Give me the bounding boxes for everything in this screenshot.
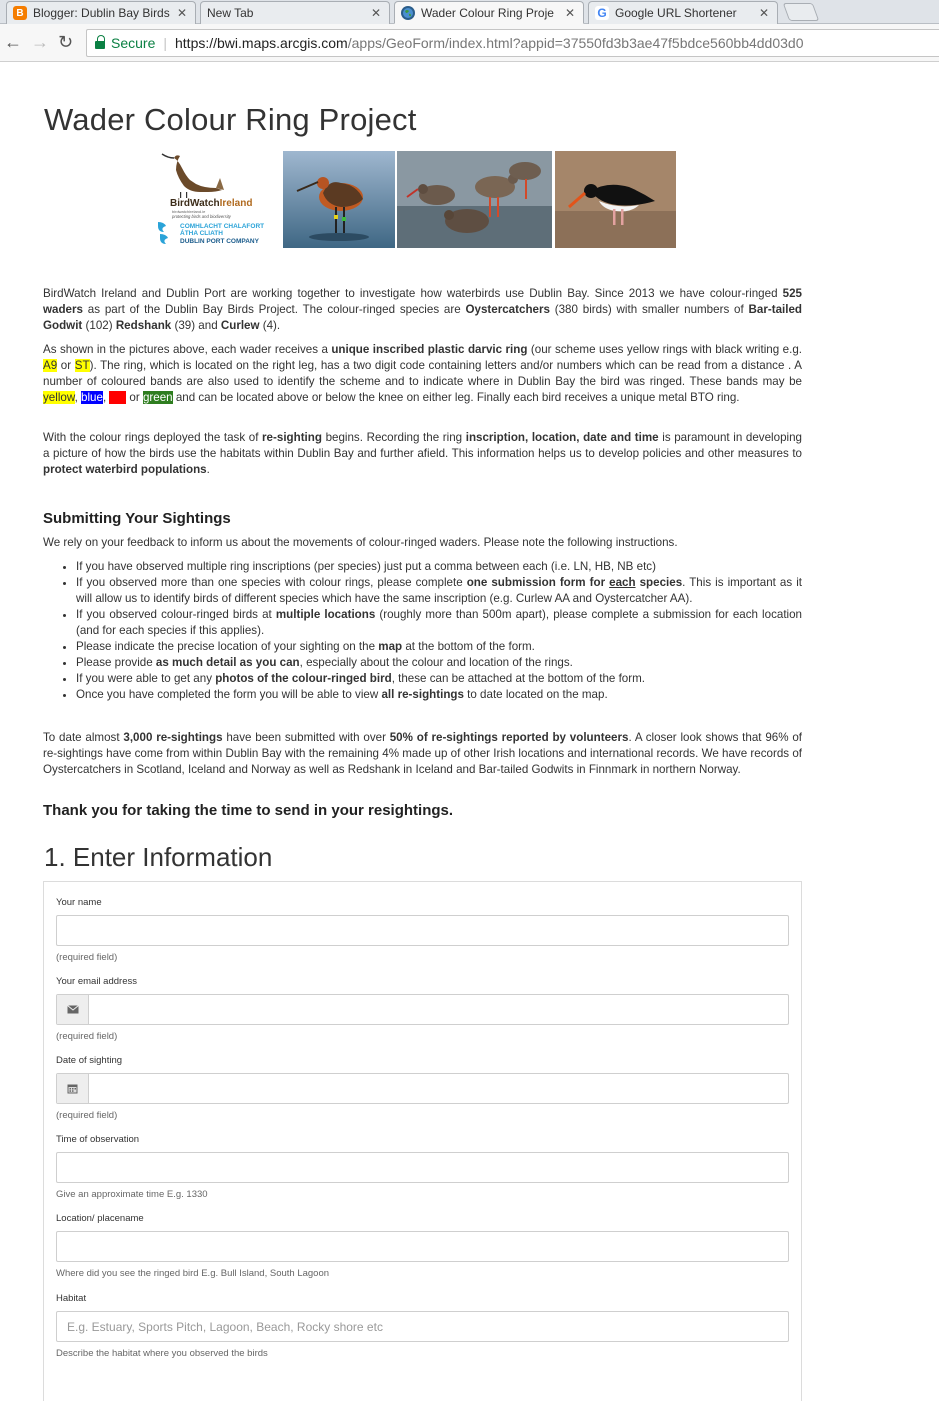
envelope-icon (57, 995, 89, 1024)
time-help: Give an approximate time E.g. 1330 (56, 1189, 208, 1200)
step-heading: 1. Enter Information (44, 842, 273, 872)
submitting-heading: Submitting Your Sightings (43, 510, 231, 527)
date-input[interactable] (56, 1073, 789, 1104)
name-input[interactable] (56, 915, 789, 946)
list-item: • If you observed more than one species with colour rings, please complete one submission form for each species. This is important as it will allow us to identify birds of different species which have the same inscription (e.g. Curlew AA and Oystercatcher AA). (76, 575, 802, 607)
date-help: (required field) (56, 1110, 118, 1121)
instructions-list (43, 559, 802, 703)
back-arrow-icon[interactable]: ← (4, 32, 22, 52)
forward-arrow-icon[interactable]: → (31, 32, 49, 52)
ring-example-a9: A9 (43, 359, 58, 372)
intro-paragraph-1: BirdWatch Ireland and Dublin Port are working together to investigate how waterbirds use Dublin Bay. Since 2013 we have colour-ringed 525 waders as part of the Dublin Bay Birds Project. The colour-ringed species are Oystercatchers (380 birds) with smaller numbers of Bar-tailed Godwit (102) Redshank (39) and Curlew (4). (43, 287, 802, 332)
band-yellow: yellow (43, 391, 75, 404)
page-title: Wader Colour Ring Project (44, 102, 417, 137)
location-help: Where did you see the ringed bird E.g. Bull Island, South Lagoon (56, 1268, 330, 1279)
time-field-group (56, 1134, 789, 1200)
logo-tagline: birdwatchireland.ie (172, 209, 206, 214)
tab-new-tab[interactable] (200, 1, 390, 24)
port-logo-text: COMHLACHT CHALAFORT (180, 223, 265, 230)
tab-title: Blogger: Dublin Bay Birds (33, 6, 170, 20)
globe-icon (401, 6, 415, 20)
list-item: • If you observed colour-ringed birds at multiple locations (roughly more than 500m apart), please complete a submission for each location (and for each species if this applies). (76, 607, 802, 639)
new-tab-button[interactable] (783, 3, 820, 21)
list-item: • If you have observed multiple ring inscriptions (per species) just put a comma between each (i.e. LN, HB, NB etc) (76, 559, 802, 575)
port-logo-text: DUBLIN PORT COMPANY (180, 238, 259, 245)
location-input[interactable] (56, 1231, 789, 1262)
tab-title: Google URL Shortener (615, 6, 737, 20)
habitat-label: Habitat (56, 1293, 87, 1304)
tab-google-url-shortener[interactable] (588, 1, 778, 24)
url-input[interactable]: Secure | https://bwi.maps.arcgis.com /apps/GeoForm/index.html?appid=37550fd3b3ae47f5bdce560bb4dd03d0 (86, 29, 939, 57)
email-label: Your email address (56, 976, 137, 987)
date-field-group (56, 1055, 789, 1121)
address-bar (0, 24, 939, 62)
list-item: • If you were able to get any photos of the colour-ringed bird, these can be attached at the bottom of the form. (76, 671, 802, 687)
enter-information-form (43, 881, 802, 1401)
url-path: /apps/GeoForm/index.html?appid=37550fd3b3ae47f5bdce560bb4dd03d0 (347, 35, 804, 51)
close-icon[interactable]: ✕ (759, 6, 770, 20)
name-label: Your name (56, 897, 102, 908)
name-field-group (56, 897, 789, 963)
name-help: (required field) (56, 952, 118, 963)
stats-paragraph: To date almost 3,000 re-sightings have been submitted with over 50% of re-sightings reported by volunteers. A closer look shows that 96% of re-sightings have come from within Dublin Bay with the remaining 4% made up of other Irish locations and international records. We have records of Oystercatchers in Scotland, Iceland and Norway as well as Redshank in Iceland and Bar-tailed Godwits in Finnmark in northern Norway. (43, 731, 802, 776)
email-field-group (56, 976, 789, 1042)
logo-tagline: protecting birds and biodiversity (172, 214, 231, 219)
google-icon: G (595, 6, 609, 20)
time-input[interactable] (56, 1152, 789, 1183)
redshank-photo (397, 151, 552, 248)
band-red: red (109, 391, 127, 404)
close-icon[interactable]: ✕ (565, 5, 576, 20)
time-label: Time of observation (56, 1134, 140, 1145)
oystercatcher-photo (555, 151, 676, 248)
band-blue: blue (81, 391, 103, 404)
list-item: • Once you have completed the form you will be able to view all re-sightings to date located on the map. (76, 687, 802, 703)
email-input[interactable] (56, 994, 789, 1025)
date-label: Date of sighting (56, 1055, 123, 1066)
tab-blogger[interactable] (6, 1, 196, 24)
location-label: Location/ placename (56, 1213, 144, 1224)
logo-name: BirdWatchIreland (170, 198, 253, 209)
habitat-placeholder: E.g. Estuary, Sports Pitch, Lagoon, Beach, Rocky shore etc (67, 1319, 383, 1334)
intro-paragraph-2: As shown in the pictures above, each wader receives a unique inscribed plastic darvic ring (our scheme uses yellow rings with black writing e.g. A9 or ST). The ring, which is located on the right leg, has a two digit code containing letters and/or numbers which can be read from a distance . A number of coloured bands are also used to identify the scheme and to indicate where in Dublin Bay the bird was ringed. These bands may be yellow, blue, red or green and can be located above or below the knee on either leg. Finally each bird receives a unique metal BTO ring. (43, 343, 802, 404)
tab-title: Wader Colour Ring Proje (421, 5, 554, 20)
thanks-message: Thank you for taking the time to send in your resightings. (43, 802, 454, 819)
tab-wader-colour-ring[interactable] (394, 1, 584, 24)
close-icon[interactable]: ✕ (177, 6, 188, 20)
header-banner (156, 150, 674, 249)
tab-title: New Tab (207, 6, 254, 20)
port-logo-text: ÁTHA CLIATH (180, 230, 223, 237)
ring-example-st: ST (74, 359, 90, 372)
godwit-photo (283, 151, 395, 248)
reload-icon[interactable]: ↻ (58, 32, 74, 52)
location-field-group (56, 1213, 789, 1279)
list-item: • Please indicate the precise location of your sighting on the map at the bottom of the form. (76, 639, 802, 655)
list-item: • Please provide as much detail as you can, especially about the colour and location of the rings. (76, 655, 802, 671)
birdwatch-ireland-logo (156, 150, 281, 249)
blogger-icon: B (13, 6, 27, 20)
submitting-lead: We rely on your feedback to inform us about the movements of colour-ringed waders. Please note the following instructions. (43, 536, 678, 549)
lock-icon (95, 41, 105, 49)
habitat-field-group (56, 1293, 789, 1359)
band-green: green (142, 391, 173, 404)
email-help: (required field) (56, 1031, 118, 1042)
browser-tab-strip (0, 0, 939, 24)
close-icon[interactable]: ✕ (371, 6, 382, 20)
secure-label: Secure (111, 35, 156, 51)
habitat-help: Describe the habitat where you observed the birds (56, 1348, 268, 1359)
url-host: https://bwi.maps.arcgis.com (175, 35, 348, 51)
habitat-input[interactable] (56, 1311, 789, 1342)
calendar-icon[interactable] (57, 1074, 89, 1103)
intro-paragraph-3: With the colour rings deployed the task of re-sighting begins. Recording the ring inscription, location, date and time is paramount in developing a picture of how the birds use the habitats within Dublin Bay and further afield. This information helps us to develop policies and other measures to protect waterbird populations. (43, 431, 802, 476)
